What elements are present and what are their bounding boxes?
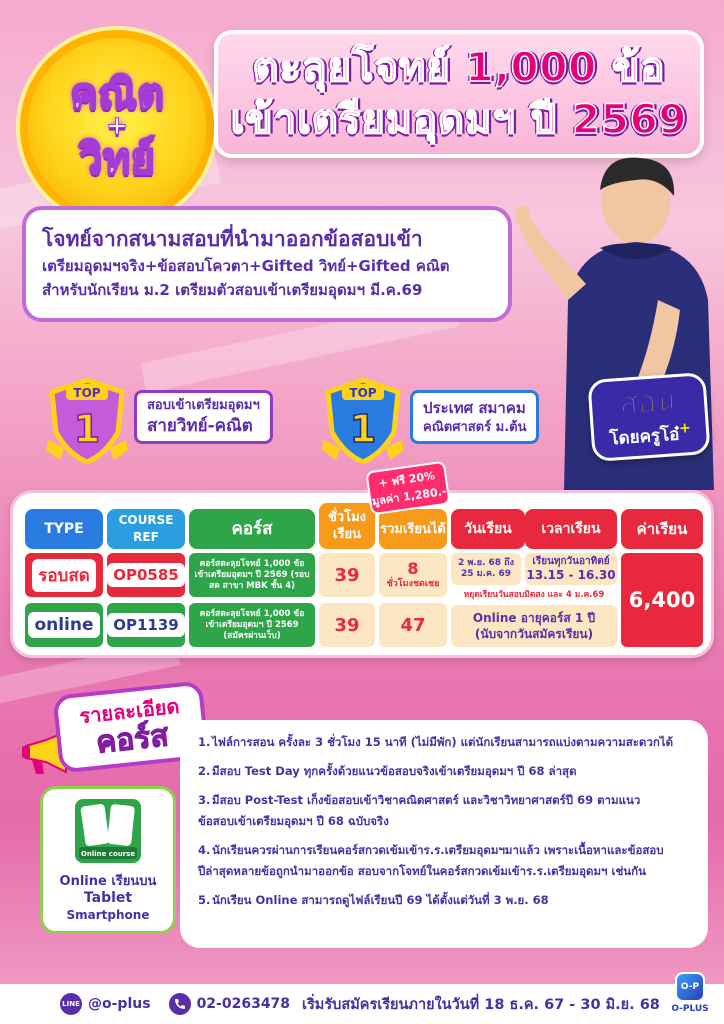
title-line-1: ตะลุยโจทย์ 1,000 ข้อ xyxy=(252,45,666,91)
detail-num: 5. xyxy=(198,893,211,907)
teacher-tag-line1: สอน xyxy=(618,383,678,423)
online-card-line2: Tablet xyxy=(83,890,133,906)
detail-text: นักเรียน Online สามารถดูไฟล์เรียนปี 69 ได้ตั้งแต่วันที่ 3 พ.ย. 68 xyxy=(212,893,549,907)
details-list xyxy=(180,720,708,948)
top2-line1: ประเทศ สมาคม xyxy=(423,399,526,417)
detail-text: มีสอบ Post-Test เก็งข้อสอบเข้าวิชาคณิตศาสตร์ และวิชาวิทยาศาสตร์ปี 69 ตามแนว xyxy=(212,793,641,807)
header-days: วันเรียน xyxy=(451,509,525,549)
detail-item-3 xyxy=(198,790,698,811)
detail-item-5 xyxy=(198,890,698,911)
promo-line1: + ฟรี 20% xyxy=(377,469,436,490)
row2-type: online xyxy=(28,612,99,638)
detail-text: นักเรียนควรผ่านการเรียนคอร์สกวดเข้มเข้าร.ร.เตรียมอุดมฯมาแล้ว เพราะเนื้อหาและข้อสอบ xyxy=(212,843,664,857)
promo-line2: มูลค่า 1,280.- xyxy=(371,484,448,509)
title-line-2: เข้าเตรียมอุดมฯ ปี 2569 xyxy=(230,97,688,143)
top1-line1: สอบเข้าเตรียมอุดมฯ xyxy=(147,398,260,413)
detail-item-4 xyxy=(198,840,698,861)
row2-online-line2: (นับจากวันสมัครเรียน) xyxy=(474,627,594,641)
oplus-logo xyxy=(662,972,718,1022)
subtitle-line-2: เตรียมอุดมฯจริง+ข้อสอบโควตา+Gifted วิทย์+Gifted คณิต xyxy=(42,257,450,275)
teacher-tag-line2 xyxy=(608,417,692,450)
subtitle-panel xyxy=(22,206,512,322)
price-cell: 6,400 xyxy=(621,553,703,647)
detail-item-1 xyxy=(198,732,698,753)
top2-label: TOP xyxy=(349,386,377,400)
subtitle-line-1: โจทย์จากสนามสอบที่นำมาออกข้อสอบเข้า xyxy=(42,227,423,251)
detail-num: 2. xyxy=(198,764,211,778)
footer xyxy=(0,984,724,1024)
detail-text: มีสอบ Test Day ทุกครั้งด้วยแนวข้อสอบจริงเข้าเตรียมอุดมฯ ปี 68 ล่าสุด xyxy=(212,764,577,778)
subject-badge xyxy=(28,38,206,216)
detail-item-3-cont: ข้อสอบเข้าเตรียมอุดมฯ ปี 68 ฉบับจริง xyxy=(198,814,389,828)
course-table xyxy=(10,490,714,658)
line-id[interactable]: @o-plus xyxy=(88,996,151,1012)
row1-ref: OP0585 xyxy=(107,563,185,587)
details-heading-line2: คอร์ส xyxy=(94,718,171,761)
row2-course: คอร์สตะลุยโจทย์ 1,000 ข้อเข้าเตรียมอุดมฯ ปี 2569 (สมัครผ่านเว็บ) xyxy=(189,603,315,647)
header-total: รวมเรียนได้ xyxy=(379,509,447,549)
row2-ref-cell xyxy=(107,603,185,647)
header-price: ค่าเรียน xyxy=(621,509,703,549)
tablet-icon xyxy=(71,797,145,867)
row1-course: คอร์สตะลุยโจทย์ 1,000 ข้อเข้าเตรียมอุดมฯ ปี 2569 (รอบสด สาขา MBK ชั้น 4) xyxy=(189,553,315,597)
top1-shield-icon xyxy=(46,376,128,464)
top1-line2: สายวิทย์-คณิต xyxy=(147,416,253,436)
header-hours: ชั่วโมงเรียน xyxy=(319,503,375,549)
row1-ref-cell xyxy=(107,553,185,597)
row2-ref: OP1139 xyxy=(107,613,185,637)
row2-type-cell xyxy=(25,603,103,647)
top2-rank: 1 xyxy=(349,407,377,451)
badge-plus: + xyxy=(106,111,128,141)
detail-text: ไฟล์การสอน ครั้งละ 3 ชั่วโมง 15 นาที (ไม่มีพัก) แต่นักเรียนสามารถแบ่งตามความสะดวกได้ xyxy=(212,735,674,749)
title-panel xyxy=(214,30,704,158)
detail-num: 1. xyxy=(198,735,211,749)
top2-line2: คณิตศาสตร์ ม.ต้น xyxy=(423,420,527,435)
phone-number[interactable]: 02-0263478 xyxy=(196,996,291,1012)
detail-item-4-cont: ปีล่าสุดหลายข้อถูกนำมาออกข้อ สอบจากโจทย์ในคอร์สกวดเข้มเข้าร.ร.เตรียมอุดมฯ เช่นกัน xyxy=(198,864,646,878)
row1-time: 13.15 - 16.30 xyxy=(526,568,616,582)
oplus-logo-name: O-PLUS xyxy=(671,1004,709,1014)
detail-item-2 xyxy=(198,761,698,782)
detail-num: 3. xyxy=(198,793,211,807)
details-heading-line1: รายละเอียด xyxy=(78,693,181,729)
header-course: คอร์ส xyxy=(189,509,315,549)
teacher-name: โดยครูโอ๋ xyxy=(608,424,681,450)
row1-holiday-note: หยุดเรียนวันสอบมิดสง และ 4 ม.ค.69 xyxy=(463,590,605,600)
header-time: เวลาเรียน xyxy=(525,509,617,549)
online-card-line1: Online เรียนบน xyxy=(59,874,157,889)
line-icon: LINE xyxy=(60,993,82,1015)
row1-time-cell xyxy=(525,553,617,585)
row2-total: 47 xyxy=(379,603,447,647)
top1-national-shield-icon xyxy=(322,376,404,464)
row2-online-cell xyxy=(451,605,617,647)
row1-days: 2 พ.ย. 68 ถึง 25 ม.ค. 69 xyxy=(451,553,521,585)
phone-icon xyxy=(169,993,191,1015)
online-course-card xyxy=(40,786,176,934)
row1-time-label: เรียนทุกวันอาทิตย์ xyxy=(532,556,610,567)
top1-text xyxy=(134,390,273,444)
oplus-logo-mark: O-P xyxy=(675,972,705,1002)
row1-total: 8 xyxy=(407,559,419,578)
row1-type: รอบสด xyxy=(32,559,96,592)
header-course-ref: COURSE REF xyxy=(107,509,185,549)
row2-online-line1: Online อายุคอร์ส 1 ปี xyxy=(472,611,596,625)
top1-label: TOP xyxy=(73,386,101,400)
badge-science-label: วิทย์ xyxy=(79,134,155,183)
row1-type-cell xyxy=(25,553,103,597)
online-card-line3: Smartphone xyxy=(66,908,150,922)
teacher-plus: + xyxy=(678,420,692,438)
row1-hours: 39 xyxy=(319,553,375,597)
row1-total-cell xyxy=(379,553,447,597)
row1-total-note: ชั่วโมงชดเชย xyxy=(386,579,440,589)
header-type: TYPE xyxy=(25,509,103,549)
subtitle-line-3: สำหรับนักเรียน ม.2 เตรียมตัวสอบเข้าเตรียมอุดมฯ มี.ค.69 xyxy=(42,281,423,299)
registration-period: เริ่มรับสมัครเรียนภายในวันที่ 18 ธ.ค. 67 - 30 มิ.ย. 68 xyxy=(302,996,660,1013)
teacher-tag xyxy=(587,372,710,462)
top2-text xyxy=(410,390,539,444)
row2-hours: 39 xyxy=(319,603,375,647)
online-course-screen-label: Online course xyxy=(80,850,136,858)
detail-num: 4. xyxy=(198,843,211,857)
top1-rank: 1 xyxy=(73,407,101,451)
badge-math-label: คณิต xyxy=(69,69,165,118)
